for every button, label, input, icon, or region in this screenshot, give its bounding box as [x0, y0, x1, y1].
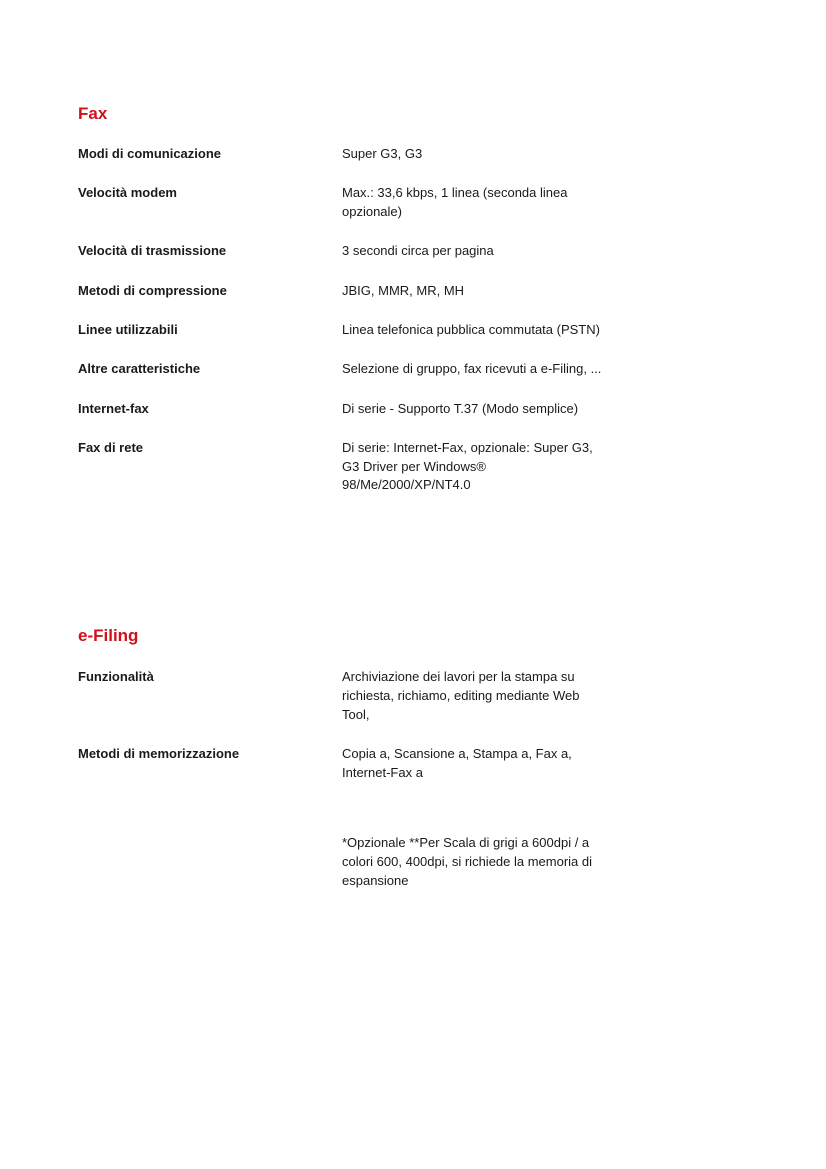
spec-label: Modi di comunicazione	[78, 146, 222, 161]
spec-value: Di serie - Supporto T.37 (Modo semplice)	[342, 400, 579, 416]
fax-spec-list	[78, 145, 638, 495]
spec-value: Archiviazione dei lavori per la stampa su richiesta, richiamo, editing mediante Web Tool,	[342, 669, 580, 722]
spec-value: Copia a, Scansione a, Stampa a, Fax a, Internet-Fax a	[342, 745, 572, 780]
spec-row-internet-fax	[78, 400, 638, 419]
spec-label: Velocità di trasmissione	[78, 243, 227, 259]
spec-row-modem-speed	[78, 184, 638, 222]
footnote: *Opzionale **Per Scala di grigi a 600dpi / a colori 600, 400dpi, si richiede la memoria di espansione	[342, 835, 593, 888]
efiling-section	[78, 625, 638, 782]
fax-heading: Fax	[78, 104, 108, 123]
spec-label: Velocità modem	[78, 185, 177, 201]
spec-row-other-features	[78, 360, 638, 379]
spec-label: Altre caratteristiche	[78, 361, 201, 377]
spec-label: Fax di rete	[78, 439, 144, 455]
spec-value: Max.: 33,6 kbps, 1 linea (seconda linea opzionale)	[342, 185, 568, 220]
efiling-heading: e-Filing	[78, 626, 139, 645]
spec-row-lines	[78, 321, 638, 340]
spec-label: Metodi di memorizzazione	[78, 745, 240, 761]
spec-value: JBIG, MMR, MR, MH	[342, 282, 465, 298]
spec-row-transmission-speed	[78, 242, 638, 261]
spec-value: Di serie: Internet-Fax, opzionale: Super G3, G3 Driver per Windows® 98/Me/2000/XP/NT4.0	[342, 439, 593, 493]
spec-value: 3 secondi circa per pagina	[342, 243, 494, 259]
spec-row-compression	[78, 282, 638, 301]
spec-row-network-fax	[78, 439, 638, 495]
efiling-spec-list	[78, 668, 638, 782]
spec-value: Super G3, G3	[342, 146, 423, 161]
spec-label: Internet-fax	[78, 400, 149, 416]
spec-value: Selezione di gruppo, fax ricevuti a e-Filing, ...	[342, 361, 602, 377]
spec-label: Metodi di compressione	[78, 282, 227, 298]
spec-row-communication-modes	[78, 145, 638, 164]
spec-label: Linee utilizzabili	[78, 321, 178, 337]
spec-row-storage-methods	[78, 745, 638, 783]
spec-label: Funzionalità	[78, 669, 154, 684]
spec-value: Linea telefonica pubblica commutata (PSTN)	[342, 321, 600, 337]
fax-section	[78, 103, 638, 495]
spec-row-functionality	[78, 668, 638, 724]
